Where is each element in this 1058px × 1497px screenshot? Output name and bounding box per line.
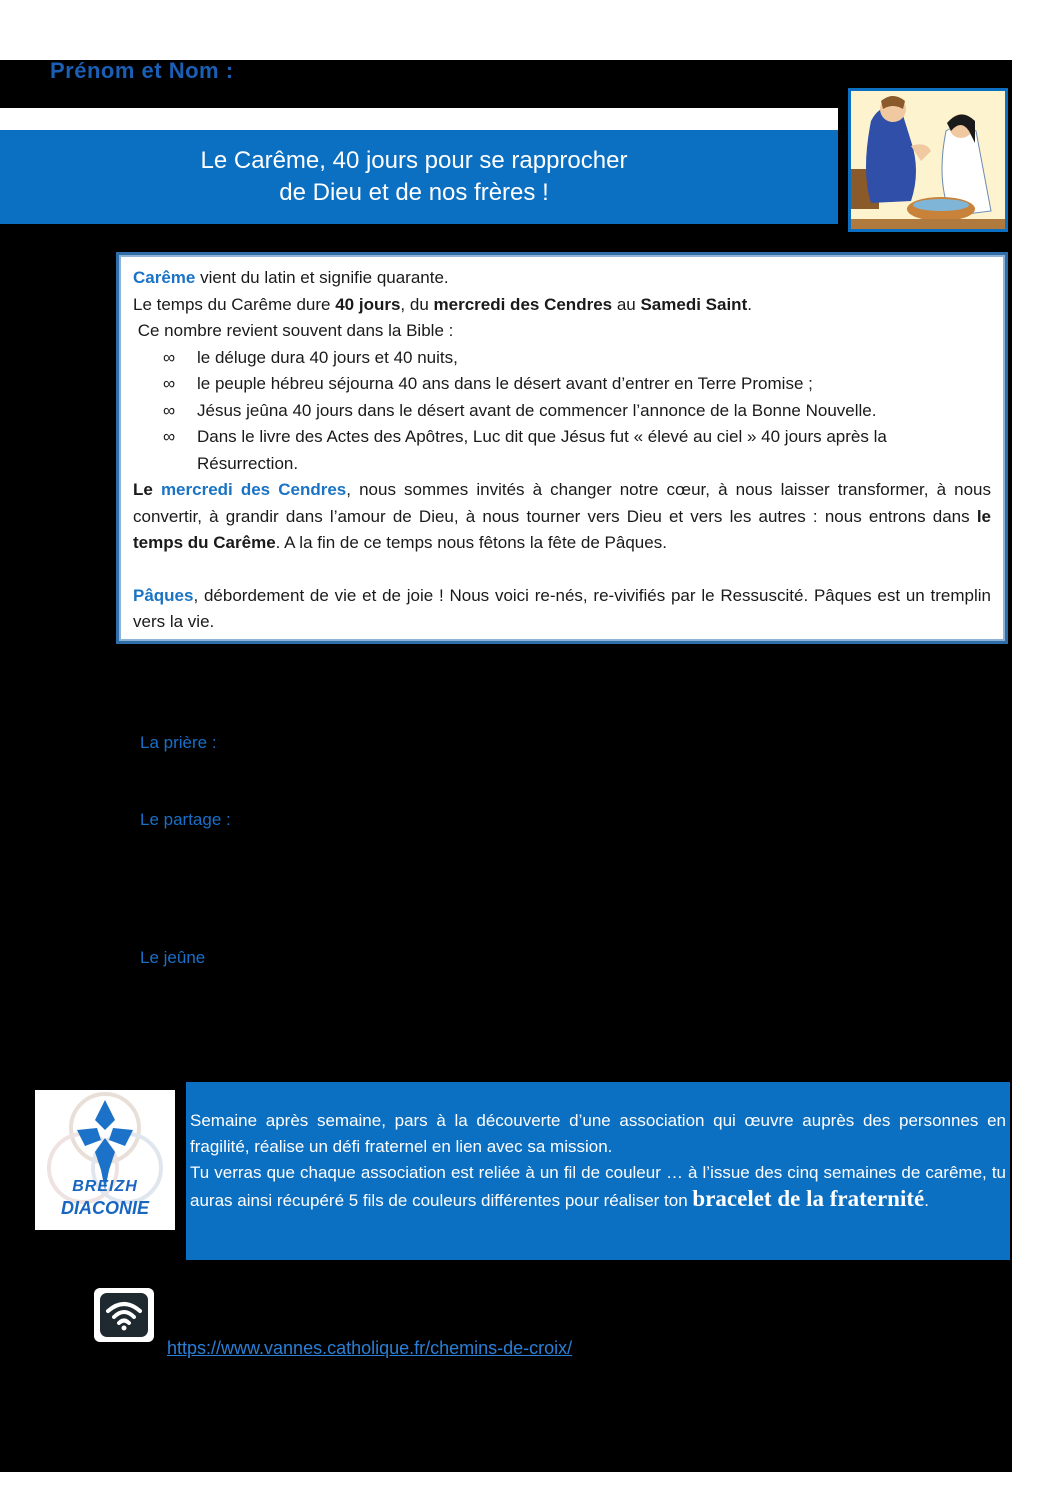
careme-term: Carême xyxy=(133,268,196,287)
assoc-text-end: . xyxy=(924,1191,929,1210)
p2-text-e: au xyxy=(612,294,641,314)
title-banner xyxy=(0,130,838,224)
assoc-paragraph-1: Semaine après semaine, pars à la découverte d’une association qui œuvre auprès des personnes en fragilité, réalise un défi fraternel en lien avec sa mission. xyxy=(190,1111,1006,1156)
p4-text-end: . A la fin de ce temps nous fêtons la fête de Pâques. xyxy=(275,533,667,552)
p2-text-c: , du xyxy=(400,294,434,314)
foot-washing-illustration xyxy=(848,88,1008,232)
info-paragraph-3: Ce nombre revient souvent dans la Bible : xyxy=(133,321,454,340)
p2-bold-samedi-saint: Samedi Saint xyxy=(640,294,748,314)
p2-bold-40-jours: 40 jours xyxy=(335,294,401,314)
section-priere-label: La prière : xyxy=(140,733,217,752)
info-paragraph-4 xyxy=(133,477,991,557)
info-paragraph-1 xyxy=(133,265,991,292)
bible-forty-list xyxy=(133,345,991,478)
wifi-tile xyxy=(94,1288,154,1342)
illustration-drawing xyxy=(851,91,1005,229)
paques-term: Pâques xyxy=(133,585,194,605)
logo-line-2: DIACONIE xyxy=(60,1198,149,1218)
association-challenge-box xyxy=(186,1082,1010,1260)
careme-definition: vient du latin et signifie quarante. xyxy=(195,268,449,287)
p2-text-a: Le temps du Carême dure xyxy=(133,294,336,314)
chemins-de-croix-link[interactable]: https://www.vannes.catholique.fr/chemins-de-croix/ xyxy=(167,1338,573,1358)
list-item: ∞ Dans le livre des Actes des Apôtres, Luc dit que Jésus fut « élevé au ciel » 40 jours après la Résurrection. xyxy=(163,424,991,477)
p4-bold-temps-careme: le temps du Carême xyxy=(133,506,991,552)
info-paragraph-5 xyxy=(133,583,991,636)
section-partage-label: Le partage : xyxy=(140,810,231,829)
logo-line-1: BREIZH xyxy=(72,1178,138,1195)
title-top-strip xyxy=(0,108,838,130)
info-paragraph-2 xyxy=(133,292,991,319)
p4-cendres-term: mercredi des Cendres xyxy=(160,480,347,499)
list-item: ∞ Jésus jeûna 40 jours dans le désert avant de commencer l’annonce de la Bonne Nouvelle. xyxy=(163,398,991,425)
p4-text: , nous sommes invités à changer notre cœur, à nous laisser transformer, à nous convertir, à grandir dans l’amour de Dieu, à nous tourner vers Dieu et vers les autres : nous entrons dans xyxy=(133,480,991,526)
list-item: ∞ le déluge dura 40 jours et 40 nuits, xyxy=(163,345,991,372)
assoc-paragraph-2 xyxy=(190,1160,1006,1214)
title-line-1: Le Carême, 40 jours pour se rapprocher xyxy=(200,147,628,174)
wifi-icon xyxy=(100,1293,148,1337)
title-line-2: de Dieu et de nos frères ! xyxy=(279,179,549,206)
breizh-diaconie-logo xyxy=(35,1090,175,1230)
p4-le: Le xyxy=(133,480,153,499)
name-label: Prénom et Nom : xyxy=(50,58,234,83)
list-item: ∞ le peuple hébreu séjourna 40 ans dans le désert avant d’entrer en Terre Promise ; xyxy=(163,371,991,398)
p2-bold-cendres: mercredi des Cendres xyxy=(433,294,613,314)
p2-text-g: . xyxy=(747,294,752,314)
section-jeune-label: Le jeûne xyxy=(140,948,206,967)
assoc-text: Tu verras que chaque association est reliée à un fil de couleur … à l’issue des cinq semaines de carême, tu auras ainsi récupéré 5 fils de couleurs différentes pour réaliser ton xyxy=(190,1163,1006,1210)
bracelet-fraternite: bracelet de la fraternité xyxy=(692,1186,925,1211)
lent-info-box xyxy=(116,252,1008,644)
paques-text: , débordement de vie et de joie ! Nous voici re-nés, re-vivifiés par le Ressuscité. Pâques est un tremplin vers la vie. xyxy=(133,585,991,631)
